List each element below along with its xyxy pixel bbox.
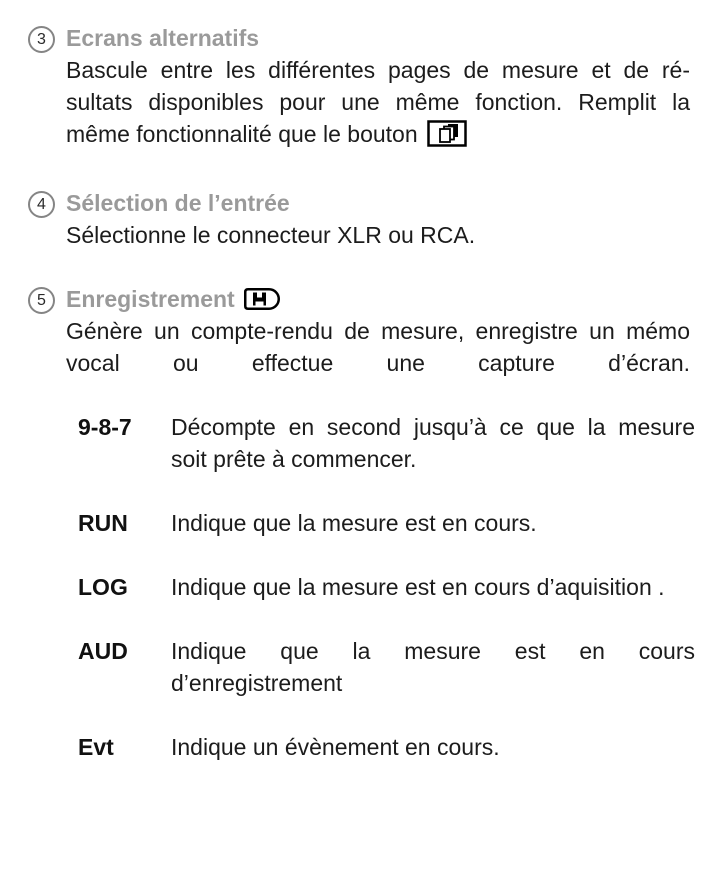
definition-row-aud [78, 635, 722, 699]
section-ecrans-alternatifs [28, 22, 722, 155]
section-title-text: Enregistrement [66, 286, 235, 312]
step-number: 4 [37, 196, 46, 213]
section-title-text: Sélection de l’entrée [66, 190, 290, 216]
definition-term: 9-8-7 [78, 414, 132, 440]
definition-description [171, 411, 695, 475]
section-body [66, 315, 690, 379]
body-line [66, 118, 690, 155]
definition-term: RUN [78, 510, 128, 536]
section-selection-entree [28, 187, 722, 251]
body-line: sultats disponibles pour une même fonction. Remplit la [66, 89, 690, 115]
section-title [66, 283, 281, 315]
body-line: Indique que la mesure est en cours [171, 638, 695, 664]
definition-description [171, 507, 695, 539]
body-line: Bascule entre les différentes pages de mesure et de ré- [66, 57, 690, 83]
body-line: Sélectionne le connecteur XLR ou RCA. [66, 222, 476, 248]
step-number-badge [28, 191, 55, 218]
section-title [66, 187, 290, 219]
definition-term: LOG [78, 574, 128, 600]
body-line: Génère un compte-rendu de mesure, enregistre un mémo [66, 318, 690, 344]
step-number-badge [28, 26, 55, 53]
definition-term: AUD [78, 638, 128, 664]
status-definitions-list [78, 411, 722, 763]
body-line: Indique que la mesure est en cours d’aquisition . [171, 574, 665, 600]
section-title-text: Ecrans alternatifs [66, 25, 260, 51]
section-body [66, 54, 690, 155]
step-number-badge [28, 287, 55, 314]
body-line: d’enregistrement [171, 670, 343, 696]
body-line: Indique que la mesure est en cours. [171, 510, 537, 536]
body-line: soit prête à commencer. [171, 446, 417, 472]
section-header [28, 187, 722, 219]
section-title [66, 22, 259, 54]
step-number: 3 [37, 31, 46, 48]
definition-description [171, 571, 695, 603]
body-line: Indique un évènement en cours. [171, 734, 500, 760]
alternate-screens-button-icon [427, 120, 467, 155]
definition-row-run [78, 507, 722, 539]
body-line-text: même fonctionnalité que le bouton [66, 121, 418, 147]
definition-row-evt [78, 731, 722, 763]
body-line: vocal ou effectue une capture d’écran. [66, 350, 690, 376]
definition-description [171, 731, 695, 763]
definition-row-log [78, 571, 722, 603]
section-enregistrement [28, 283, 722, 379]
save-button-icon [244, 288, 281, 310]
section-body [66, 219, 690, 251]
step-number: 5 [37, 292, 46, 309]
definition-term: Evt [78, 734, 114, 760]
body-line: Décompte en second jusqu’à ce que la mesure [171, 414, 695, 440]
section-header [28, 22, 722, 54]
section-header [28, 283, 722, 315]
definition-row-987 [78, 411, 722, 475]
definition-description [171, 635, 695, 699]
